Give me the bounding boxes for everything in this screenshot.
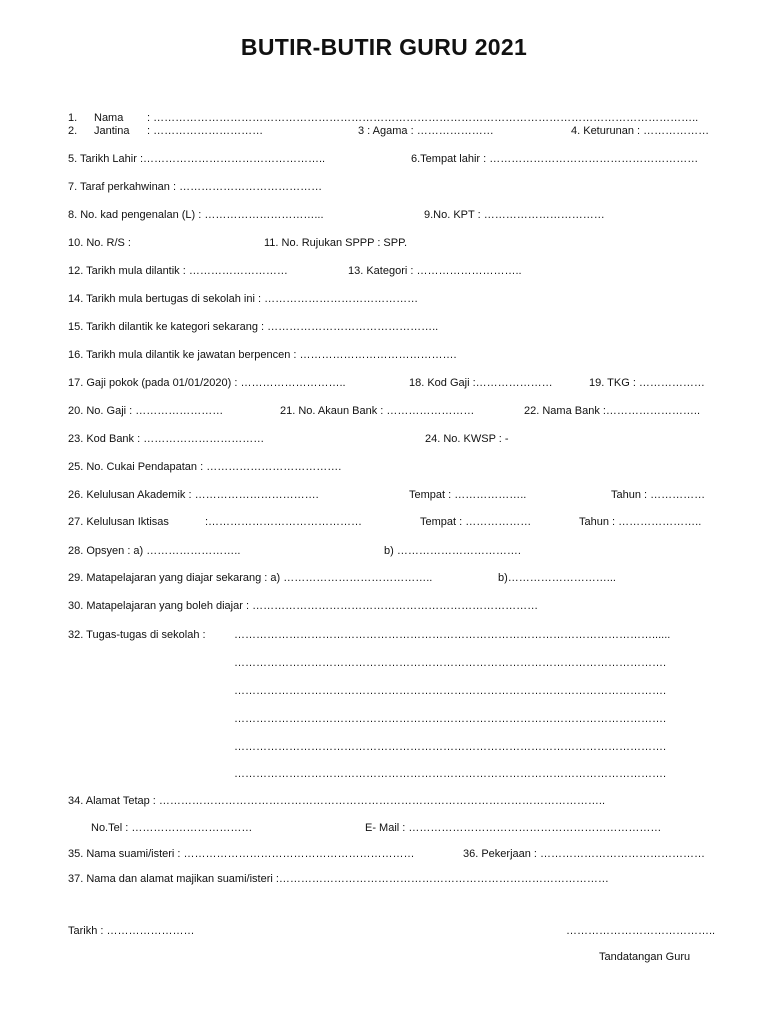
form-title: BUTIR-BUTIR GURU 2021 [240,34,528,60]
akademik-tahun-field[interactable]: Tahun : …………… [611,489,706,501]
jantina-field[interactable]: : ………………………… [147,125,264,137]
tarikh-kategori-field[interactable]: 15. Tarikh dilantik ke kategori sekarang : ……………………………………….. [68,321,439,333]
rujukan-sppp-field[interactable]: 11. No. Rujukan SPPP : SPP. [264,237,408,249]
pekerjaan-field[interactable]: 36. Pekerjaan : ……………………………………… [463,848,706,860]
no-kwsp-field[interactable]: 24. No. KWSP : - [425,433,509,445]
signature-line[interactable]: ………………………………….. [566,925,716,937]
kod-bank-field[interactable]: 23. Kod Bank : …………………………… [68,433,265,445]
tarikh-lahir-field[interactable]: 5. Tarikh Lahir :………………………………………….. [68,153,326,165]
email-field[interactable]: E- Mail : …………………………………………………………… [365,822,662,834]
row-2-number: 2. [68,125,78,137]
kod-gaji-field[interactable]: 18. Kod Gaji :………………… [409,377,553,389]
akaun-bank-field[interactable]: 21. No. Akaun Bank : …………………… [280,405,475,417]
matapelajaran-diajar-b-field[interactable]: b)………………………... [498,572,616,584]
akademik-tempat-field[interactable]: Tempat : ……………….. [409,489,527,501]
alamat-tetap-field[interactable]: 34. Alamat Tetap : ………………………………………………………………………………………………………….. [68,795,606,807]
tarikh-bertugas-field[interactable]: 14. Tarikh mula bertugas di sekolah ini : …………………………………… [68,293,419,305]
kategori-field[interactable]: 13. Kategori : ……………………….. [348,265,522,277]
keturunan-field[interactable]: 4. Keturunan : ……………… [571,125,710,137]
no-gaji-field[interactable]: 20. No. Gaji : …………………… [68,405,224,417]
jantina-label: Jantina [94,125,130,137]
nama-suami-isteri-field[interactable]: 35. Nama suami/isteri : ……………………………………………………… [68,848,415,860]
tugas-sekolah-line[interactable]: ………………………………………………………………………………………………………. [234,657,667,669]
tugas-sekolah-line[interactable]: ……………………………………………………………………………………………………...... [234,629,671,641]
jawatan-berpencen-field[interactable]: 16. Tarikh mula dilantik ke jawatan berpencen : ……………………………………. [68,349,457,361]
gaji-pokok-field[interactable]: 17. Gaji pokok (pada 01/01/2020) : ……………………….. [68,377,346,389]
taraf-perkahwinan-field[interactable]: 7. Taraf perkahwinan : ………………………………… [68,181,323,193]
no-rs-field[interactable]: 10. No. R/S : [68,237,131,249]
tugas-sekolah-line[interactable]: ………………………………………………………………………………………………………. [234,741,667,753]
kad-pengenalan-field[interactable]: 8. No. kad pengenalan (L) : …………………………... [68,209,324,221]
kelulusan-iktisas-label: 27. Kelulusan Iktisas [68,516,169,528]
tugas-sekolah-label: 32. Tugas-tugas di sekolah : [68,629,206,641]
matapelajaran-diajar-a-field[interactable]: 29. Matapelajaran yang diajar sekarang : a) ………………………………….. [68,572,433,584]
signature-label: Tandatangan Guru [599,951,691,963]
tugas-sekolah-line[interactable]: ………………………………………………………………………………………………………. [234,713,667,725]
majikan-suami-isteri-field[interactable]: 37. Nama dan alamat majikan suami/isteri :……………………………………………………………………………… [68,873,609,885]
matapelajaran-boleh-diajar-field[interactable]: 30. Matapelajaran yang boleh diajar : …………………………………………………………………… [68,600,539,612]
no-kpt-field[interactable]: 9.No. KPT : …………………………… [424,209,605,221]
kelulusan-iktisas-field[interactable]: :…………………………………… [205,516,363,528]
row-1-number: 1. [68,112,78,124]
nama-bank-field[interactable]: 22. Nama Bank :…………………….. [524,405,701,417]
nama-field[interactable]: : ………………………………………………………………………………………………………………………………….. [147,112,699,124]
tarikh-mula-dilantik-field[interactable]: 12. Tarikh mula dilantik : ……………………… [68,265,288,277]
iktisas-tempat-field[interactable]: Tempat : ……………… [420,516,532,528]
tarikh-field[interactable]: Tarikh : …………………… [68,925,195,937]
opsyen-a-field[interactable]: 28. Opsyen : a) …………………….. [68,545,241,557]
tkg-field[interactable]: 19. TKG : ……………… [589,377,705,389]
opsyen-b-field[interactable]: b) ……………………………. [384,545,521,557]
tugas-sekolah-line[interactable]: ………………………………………………………………………………………………………. [234,768,667,780]
tugas-sekolah-line[interactable]: ………………………………………………………………………………………………………. [234,685,667,697]
agama-field[interactable]: 3 : Agama : ………………… [358,125,494,137]
nama-label: Nama [94,112,124,124]
tempat-lahir-field[interactable]: 6.Tempat lahir : ………………………………………………… [411,153,699,165]
kelulusan-akademik-field[interactable]: 26. Kelulusan Akademik : ……………………………. [68,489,319,501]
iktisas-tahun-field[interactable]: Tahun : ………………….. [579,516,702,528]
cukai-pendapatan-field[interactable]: 25. No. Cukai Pendapatan : ………………………………. [68,461,342,473]
no-tel-field[interactable]: No.Tel : …………………………… [91,822,253,834]
